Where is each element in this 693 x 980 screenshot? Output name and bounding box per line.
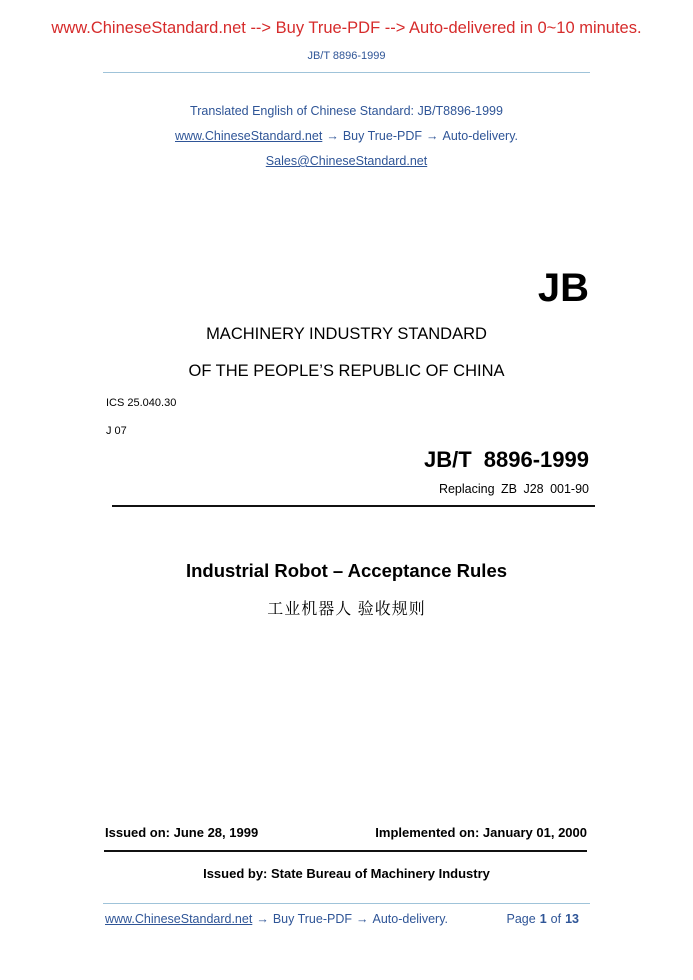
issued-by: Issued by: State Bureau of Machinery Industry xyxy=(203,866,490,881)
top-banner[interactable]: www.ChineseStandard.net --> Buy True-PDF --> Auto-delivered in 0~10 minutes. xyxy=(51,19,642,37)
header-divider xyxy=(103,72,590,73)
header-doc-code: JB/T 8896-1999 xyxy=(307,50,386,62)
page-of: of xyxy=(550,912,562,926)
right-arrow-icon: → xyxy=(356,912,369,926)
footer-site-link[interactable]: www.ChineseStandard.net xyxy=(105,912,253,926)
replacing-note: Replacing ZB J28 001-90 xyxy=(438,482,589,496)
page-current: 1 xyxy=(539,912,547,926)
standard-heading-line1: MACHINERY INDUSTRY STANDARD xyxy=(206,325,487,343)
footer-links xyxy=(105,912,448,926)
document-title-chinese: 工业机器人 验收规则 xyxy=(267,601,426,618)
footer-divider xyxy=(103,903,590,904)
document-title: Industrial Robot – Acceptance Rules xyxy=(185,560,508,581)
title-divider xyxy=(112,505,595,507)
page-indicator xyxy=(507,912,584,926)
right-arrow-icon: → xyxy=(326,129,339,143)
implemented-on-date: Implemented on: January 01, 2000 xyxy=(375,825,587,840)
page-label: Page xyxy=(506,912,536,926)
standard-number: JB/T 8896-1999 xyxy=(424,447,589,472)
site-link[interactable]: www.ChineseStandard.net xyxy=(175,129,323,143)
email-row xyxy=(0,154,693,168)
sales-email-link[interactable]: Sales@ChineseStandard.net xyxy=(265,154,428,168)
ics-code: ICS 25.040.30 xyxy=(106,397,177,409)
buy-true-pdf-text[interactable]: Buy True-PDF xyxy=(342,129,422,143)
jb-logo: JB xyxy=(537,266,589,310)
right-arrow-icon: → xyxy=(426,129,439,143)
intro-link-row xyxy=(0,129,693,143)
standard-heading-line2: OF THE PEOPLE’S REPUBLIC OF CHINA xyxy=(188,362,505,380)
classification-code: J 07 xyxy=(106,425,127,437)
dates-divider xyxy=(104,850,587,852)
page-total: 13 xyxy=(565,912,579,926)
auto-delivery-text: Auto-delivery. xyxy=(442,129,518,143)
right-arrow-icon: → xyxy=(256,912,269,926)
translated-line: Translated English of Chinese Standard: JB/T8896-1999 xyxy=(190,104,503,118)
issued-on-date: Issued on: June 28, 1999 xyxy=(105,825,259,840)
footer-auto-delivery: Auto-delivery. xyxy=(372,912,448,926)
footer-buy-true-pdf[interactable]: Buy True-PDF xyxy=(272,912,352,926)
